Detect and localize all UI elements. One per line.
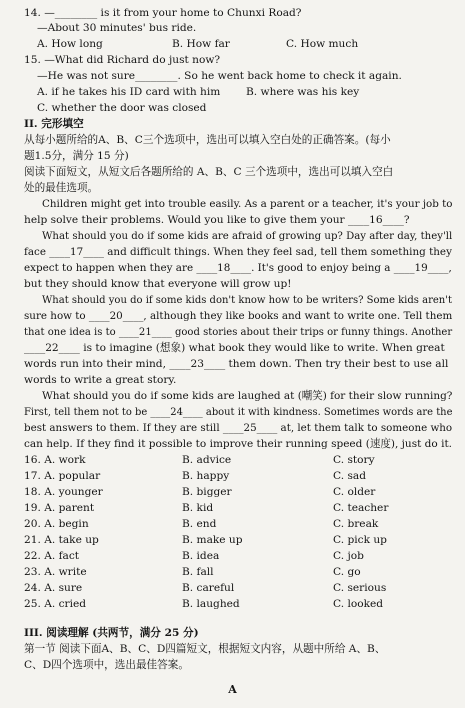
option-24-b: B. careful — [182, 582, 235, 594]
passage-line: words to write a great story. — [24, 374, 177, 386]
passage-line: First, tell them not to be ____24____ about it with kindness. Sometimes words are the — [24, 406, 453, 418]
section2-instruction-2: 题1.5分，满分 15 分) — [24, 150, 129, 162]
q15-option-c: C. whether the door was closed — [37, 102, 207, 114]
option-22-a: 22. A. fact — [24, 550, 80, 562]
passage-line: What should you do if some kids don't know how to be writers? Some kids aren't — [42, 294, 453, 306]
passage-label-a: A — [228, 683, 237, 696]
passage-line: expect to happen when they are ____18____. It's good to enjoy being a ____19____, — [24, 262, 452, 274]
option-20-c: C. break — [333, 518, 379, 530]
option-24-a: 24. A. sure — [24, 582, 83, 594]
option-23-c: C. go — [333, 566, 361, 578]
section3-instruction-1: 第一节 阅读下面A、B、C、D四篇短文，根据短文内容，从题中所给 A、B、 — [24, 643, 386, 655]
q15-line2: —He was not sure________. So he went back home to check it again. — [37, 70, 402, 82]
q14-option-b: B. How far — [172, 38, 230, 50]
option-16-a: 16. A. work — [24, 454, 86, 466]
section2-instruction-4: 处的最佳选项。 — [24, 182, 99, 194]
option-21-b: B. make up — [182, 534, 243, 546]
q15-option-a: A. if he takes his ID card with him — [37, 86, 221, 98]
option-20-a: 20. A. begin — [24, 518, 89, 530]
passage-line: What should you do if some kids are laughed at (嘲笑) for their slow running? — [42, 390, 453, 402]
q14-option-a: A. How long — [37, 38, 103, 50]
option-18-b: B. bigger — [182, 486, 232, 498]
section3-instruction-2: C、D四个选项中，选出最佳答案。 — [24, 659, 189, 671]
option-23-a: 23. A. write — [24, 566, 87, 578]
passage-line: face ____17____ and difficult things. When they feel sad, tell them something they — [24, 246, 452, 258]
option-19-b: B. kid — [182, 502, 214, 514]
option-19-c: C. teacher — [333, 502, 389, 514]
option-25-a: 25. A. cried — [24, 598, 87, 610]
section2-instruction-1: 从每小题所给的A、B、C三个选项中，选出可以填入空白处的正确答案。(每小 — [24, 134, 391, 146]
passage-line: Children might get into trouble easily. As a parent or a teacher, it's your job to — [42, 198, 453, 210]
option-20-b: B. end — [182, 518, 217, 530]
q15-stem: 15. —What did Richard do just now? — [24, 54, 221, 66]
option-22-c: C. job — [333, 550, 364, 562]
passage-line: that one idea is to ____21____ good stories about their trips or funny things. Another — [24, 326, 453, 338]
q14-option-c: C. How much — [286, 38, 359, 50]
option-18-c: C. older — [333, 486, 376, 498]
passage-line: What should you do if some kids are afraid of growing up? Day after day, they'll — [42, 230, 453, 242]
option-24-c: C. serious — [333, 582, 387, 594]
option-16-b: B. advice — [182, 454, 232, 466]
option-17-c: C. sad — [333, 470, 366, 482]
option-21-a: 21. A. take up — [24, 534, 99, 546]
passage-line: best answers to them. If they are still ____25____ at, let them talk to someone who — [24, 422, 453, 434]
option-25-b: B. laughed — [182, 598, 240, 610]
option-23-b: B. fall — [182, 566, 214, 578]
q15-option-b: B. where was his key — [246, 86, 360, 98]
section2-instruction-3: 阅读下面短文，从短文后各题所给的 A、B、C 三个选项中，选出可以填入空白 — [24, 166, 394, 178]
option-22-b: B. idea — [182, 550, 220, 562]
passage-line: words run into their mind, ____23____ them down. Then try their best to use all — [24, 358, 449, 370]
section3-heading: III. 阅读理解 (共两节，满分 25 分) — [24, 627, 199, 639]
passage-line: but they should know that everyone will grow up! — [24, 278, 292, 290]
passage-line: ____22____ is to imagine (想象) what book they would like to write. When great — [24, 342, 445, 354]
passage-line: can help. If they find it possible to improve their running speed (速度), just do it. — [24, 438, 453, 450]
q14-answer-line: —About 30 minutes' bus ride. — [37, 22, 197, 34]
passage-line: help solve their problems. Would you like to give them your ____16____? — [24, 214, 410, 226]
section2-heading: II. 完形填空 — [24, 118, 84, 130]
passage-line: sure how to ____20____, although they like books and want to write one. Tell them — [24, 310, 453, 322]
option-18-a: 18. A. younger — [24, 486, 103, 498]
option-16-c: C. story — [333, 454, 375, 466]
q14-stem: 14. —________ is it from your home to Chunxi Road? — [24, 7, 302, 19]
option-25-c: C. looked — [333, 598, 384, 610]
option-19-a: 19. A. parent — [24, 502, 95, 514]
option-17-a: 17. A. popular — [24, 470, 101, 482]
option-21-c: C. pick up — [333, 534, 387, 546]
option-17-b: B. happy — [182, 470, 230, 482]
